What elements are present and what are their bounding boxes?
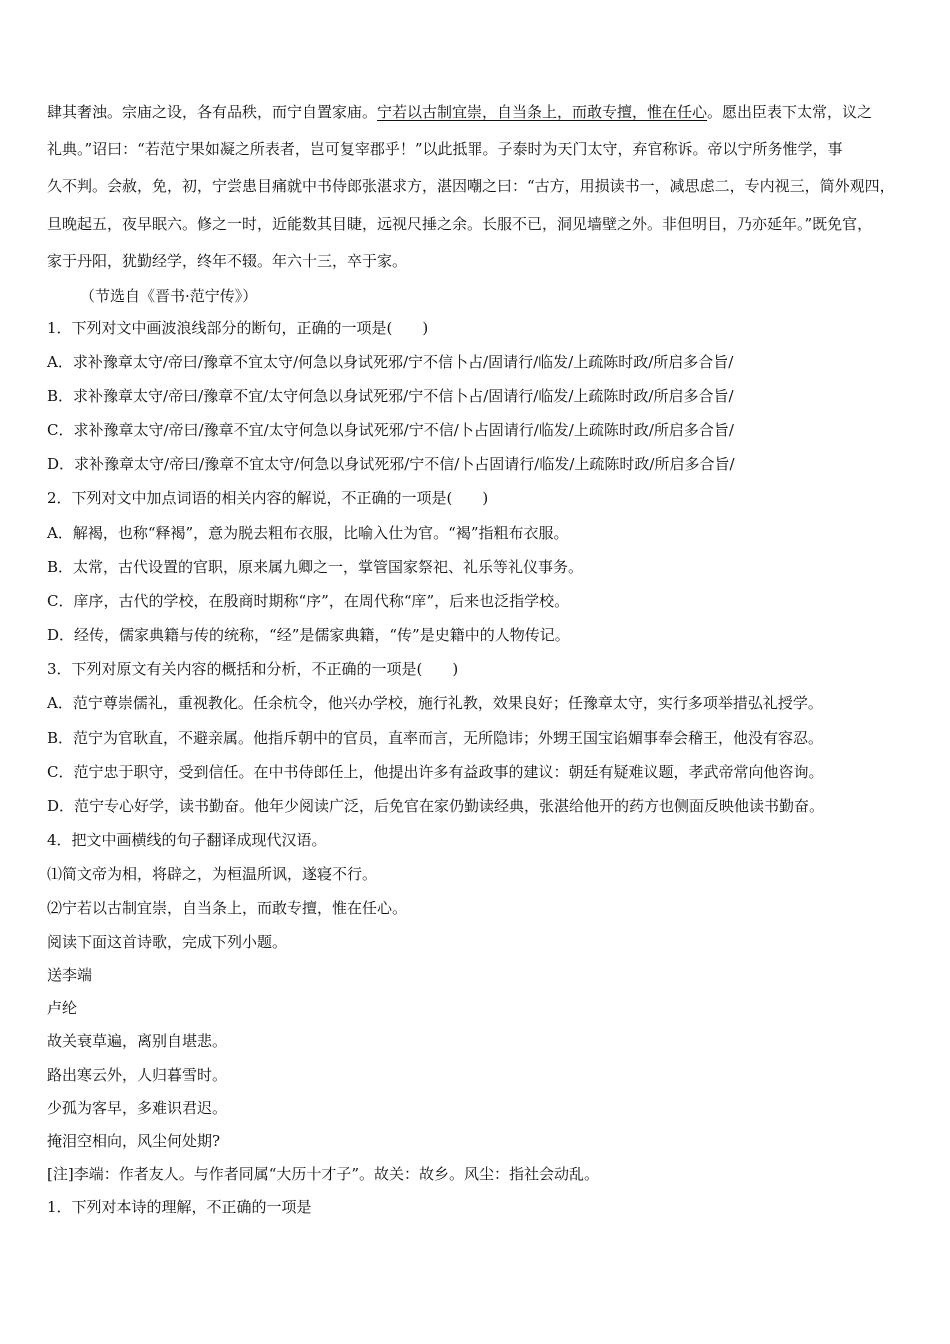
q3-option-d: D．范宁专心好学，读书勤奋。他年少阅读广泛，后免官在家仍勤读经典，张湛给他开的药方也侧面反映他读书勤奋。: [47, 797, 825, 815]
q1-option-a: A．求补豫章太守/帝曰/豫章不宜太守/何急以身试死邪/宁不信卜占/固请行/临发/上疏陈时政/所启多合旨/: [47, 353, 734, 371]
q2-option-a: A．解褐，也称“释褐”，意为脱去粗布衣服，比喻入仕为官。“褐”指粗布衣服。: [47, 524, 569, 542]
passage-line-3: 久不判。会赦，免，初，宁尝患目痛就中书侍郎张湛求方，湛因嘲之曰：“古方，用损读书一，减思虑二，专内视三，简外观四，: [47, 177, 895, 195]
passage-line-1-pre: 肆其奢浊。宗庙之设，各有品秩，而宁自置家庙。: [47, 103, 378, 121]
q2-option-c: C．庠序，古代的学校，在殷商时期称“序”，在周代称“庠”，后来也泛指学校。: [47, 592, 570, 610]
q3-stem: 3．下列对原文有关内容的概括和分析，不正确的一项是( ): [47, 660, 459, 678]
passage-line-4: 旦晚起五，夜早眠六。修之一时，近能数其目睫，远视尺捶之余。长服不已，洞见墙壁之外。非但明目，乃亦延年。”既免官，: [47, 215, 873, 233]
passage-source: （节选自《晋书·范宁传》）: [80, 287, 258, 305]
q2-option-b: B．太常，古代设置的官职，原来属九卿之一，掌管国家祭祀、礼乐等礼仪事务。: [47, 558, 584, 576]
q1-option-d: D．求补豫章太守/帝曰/豫章不宜太守/何急以身试死邪/宁不信/卜占固请行/临发/上疏陈时政/所启多合旨/: [47, 455, 735, 473]
q4-stem: 4．把文中画横线的句子翻译成现代汉语。: [47, 831, 327, 849]
passage-line-5: 家于丹阳，犹勤经学，终年不辍。年六十三，卒于家。: [47, 252, 408, 270]
q1-stem: 1．下列对文中画波浪线部分的断句，正确的一项是( ): [47, 319, 429, 337]
passage-line-1: [47, 102, 872, 122]
q2-stem: 2．下列对文中加点词语的相关内容的解说，不正确的一项是( ): [47, 489, 489, 507]
poem-question-1: 1．下列对本诗的理解，不正确的一项是: [47, 1198, 312, 1216]
passage-line-2: 礼典。”诏曰：“若范宁果如凝之所表者，岂可复宰郡乎！”以此抵罪。子泰时为天门太守，弃官称诉。帝以宁所务惟学，事: [47, 140, 843, 158]
q3-option-a: A．范宁尊崇儒礼，重视教化。任余杭令，他兴办学校，施行礼教，效果良好；任豫章太守，实行多项举措弘礼授学。: [47, 694, 823, 712]
poem-line-3: 少孤为客早，多难识君迟。: [47, 1099, 228, 1117]
poem-author: 卢纶: [47, 999, 78, 1017]
poem-note: [注]李端：作者友人。与作者同属“大历十才子”。故关：故乡。风尘：指社会动乱。: [47, 1165, 600, 1183]
poem-line-4: 掩泪空相向，风尘何处期?: [47, 1132, 221, 1150]
passage-line-1-post: 。愿出臣表下太常，议之: [707, 103, 873, 121]
q4-item-1: ⑴简文帝为相，将辟之，为桓温所讽，遂寝不行。: [47, 865, 378, 883]
q3-option-c: C．范宁忠于职守，受到信任。在中书侍郎任上，他提出许多有益政事的建议：朝廷有疑难议题，孝武帝常向他咨询。: [47, 763, 824, 781]
poem-intro: 阅读下面这首诗歌，完成下列小题。: [47, 933, 288, 951]
poem-line-2: 路出寒云外，人归暮雪时。: [47, 1066, 228, 1084]
q3-option-b: B．范宁为官耿直，不避亲属。他指斥朝中的官员，直率而言，无所隐讳；外甥王国宝谄媚事奉会稽王，他没有容忍。: [47, 729, 824, 747]
underlined-sentence: 宁若以古制宜崇，自当条上，而敢专擅，惟在任心: [377, 103, 708, 121]
poem-line-1: 故关衰草遍，离别自堪悲。: [47, 1032, 228, 1050]
q1-option-b: B．求补豫章太守/帝曰/豫章不宜/太守何急以身试死邪/宁不信卜占/固请行/临发/上疏陈时政/所启多合旨/: [47, 387, 734, 405]
q4-item-2: ⑵宁若以古制宜崇，自当条上，而敢专擅，惟在任心。: [47, 899, 408, 917]
q2-option-d: D．经传，儒家典籍与传的统称，“经”是儒家典籍，“传”是史籍中的人物传记。: [47, 626, 570, 644]
q1-option-c: C．求补豫章太守/帝曰/豫章不宜/太守何急以身试死邪/宁不信/卜占固请行/临发/上疏陈时政/所启多合旨/: [47, 421, 734, 439]
poem-title: 送李端: [47, 966, 93, 984]
